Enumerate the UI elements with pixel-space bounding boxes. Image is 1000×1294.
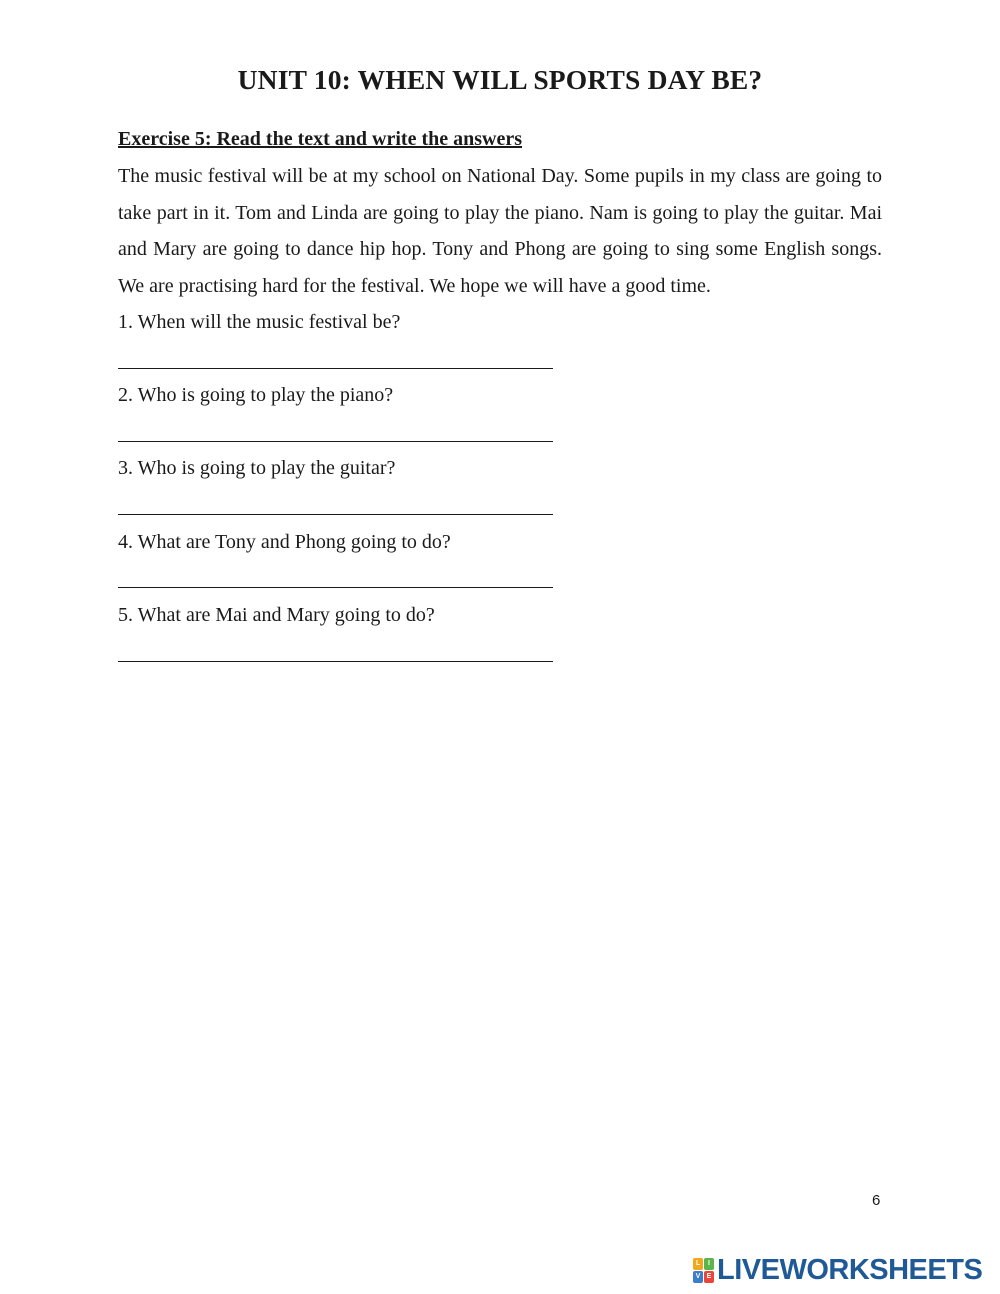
answer-line-3[interactable]: [118, 514, 553, 515]
page-number: 6: [872, 1192, 881, 1209]
question-4: 4. What are Tony and Phong going to do?: [118, 531, 451, 553]
liveworksheets-logo-icon: [693, 1258, 714, 1283]
question-5: 5. What are Mai and Mary going to do?: [118, 604, 435, 626]
page-title: UNIT 10: WHEN WILL SPORTS DAY BE?: [237, 64, 763, 95]
logo-text: LIVEWORKSHEETS: [717, 1254, 983, 1286]
answer-line-5[interactable]: [118, 661, 553, 662]
question-3: 3. Who is going to play the guitar?: [118, 457, 396, 479]
answer-line-1[interactable]: [118, 368, 553, 369]
answer-line-2[interactable]: [118, 441, 553, 442]
logo-mark-cell: V: [693, 1271, 703, 1283]
logo-mark-cell: L: [693, 1258, 703, 1270]
answer-line-4[interactable]: [118, 587, 553, 588]
liveworksheets-logo: [693, 1256, 982, 1284]
reading-passage: The music festival will be at my school on National Day. Some pupils in my class are going to take part in it. Tom and Linda are going to play the piano. Nam is going to play the guitar. Mai and Mary are going to dance hip hop. Tony and Phong are going to sing some English songs. We are practising hard for the festival. We hope we will have a good time.: [118, 165, 882, 297]
question-2: 2. Who is going to play the piano?: [118, 384, 394, 406]
logo-mark-cell: E: [704, 1271, 714, 1283]
exercise-heading: Exercise 5: Read the text and write the answers: [118, 128, 522, 150]
logo-mark-cell: I: [704, 1258, 714, 1270]
question-1: 1. When will the music festival be?: [118, 311, 401, 333]
